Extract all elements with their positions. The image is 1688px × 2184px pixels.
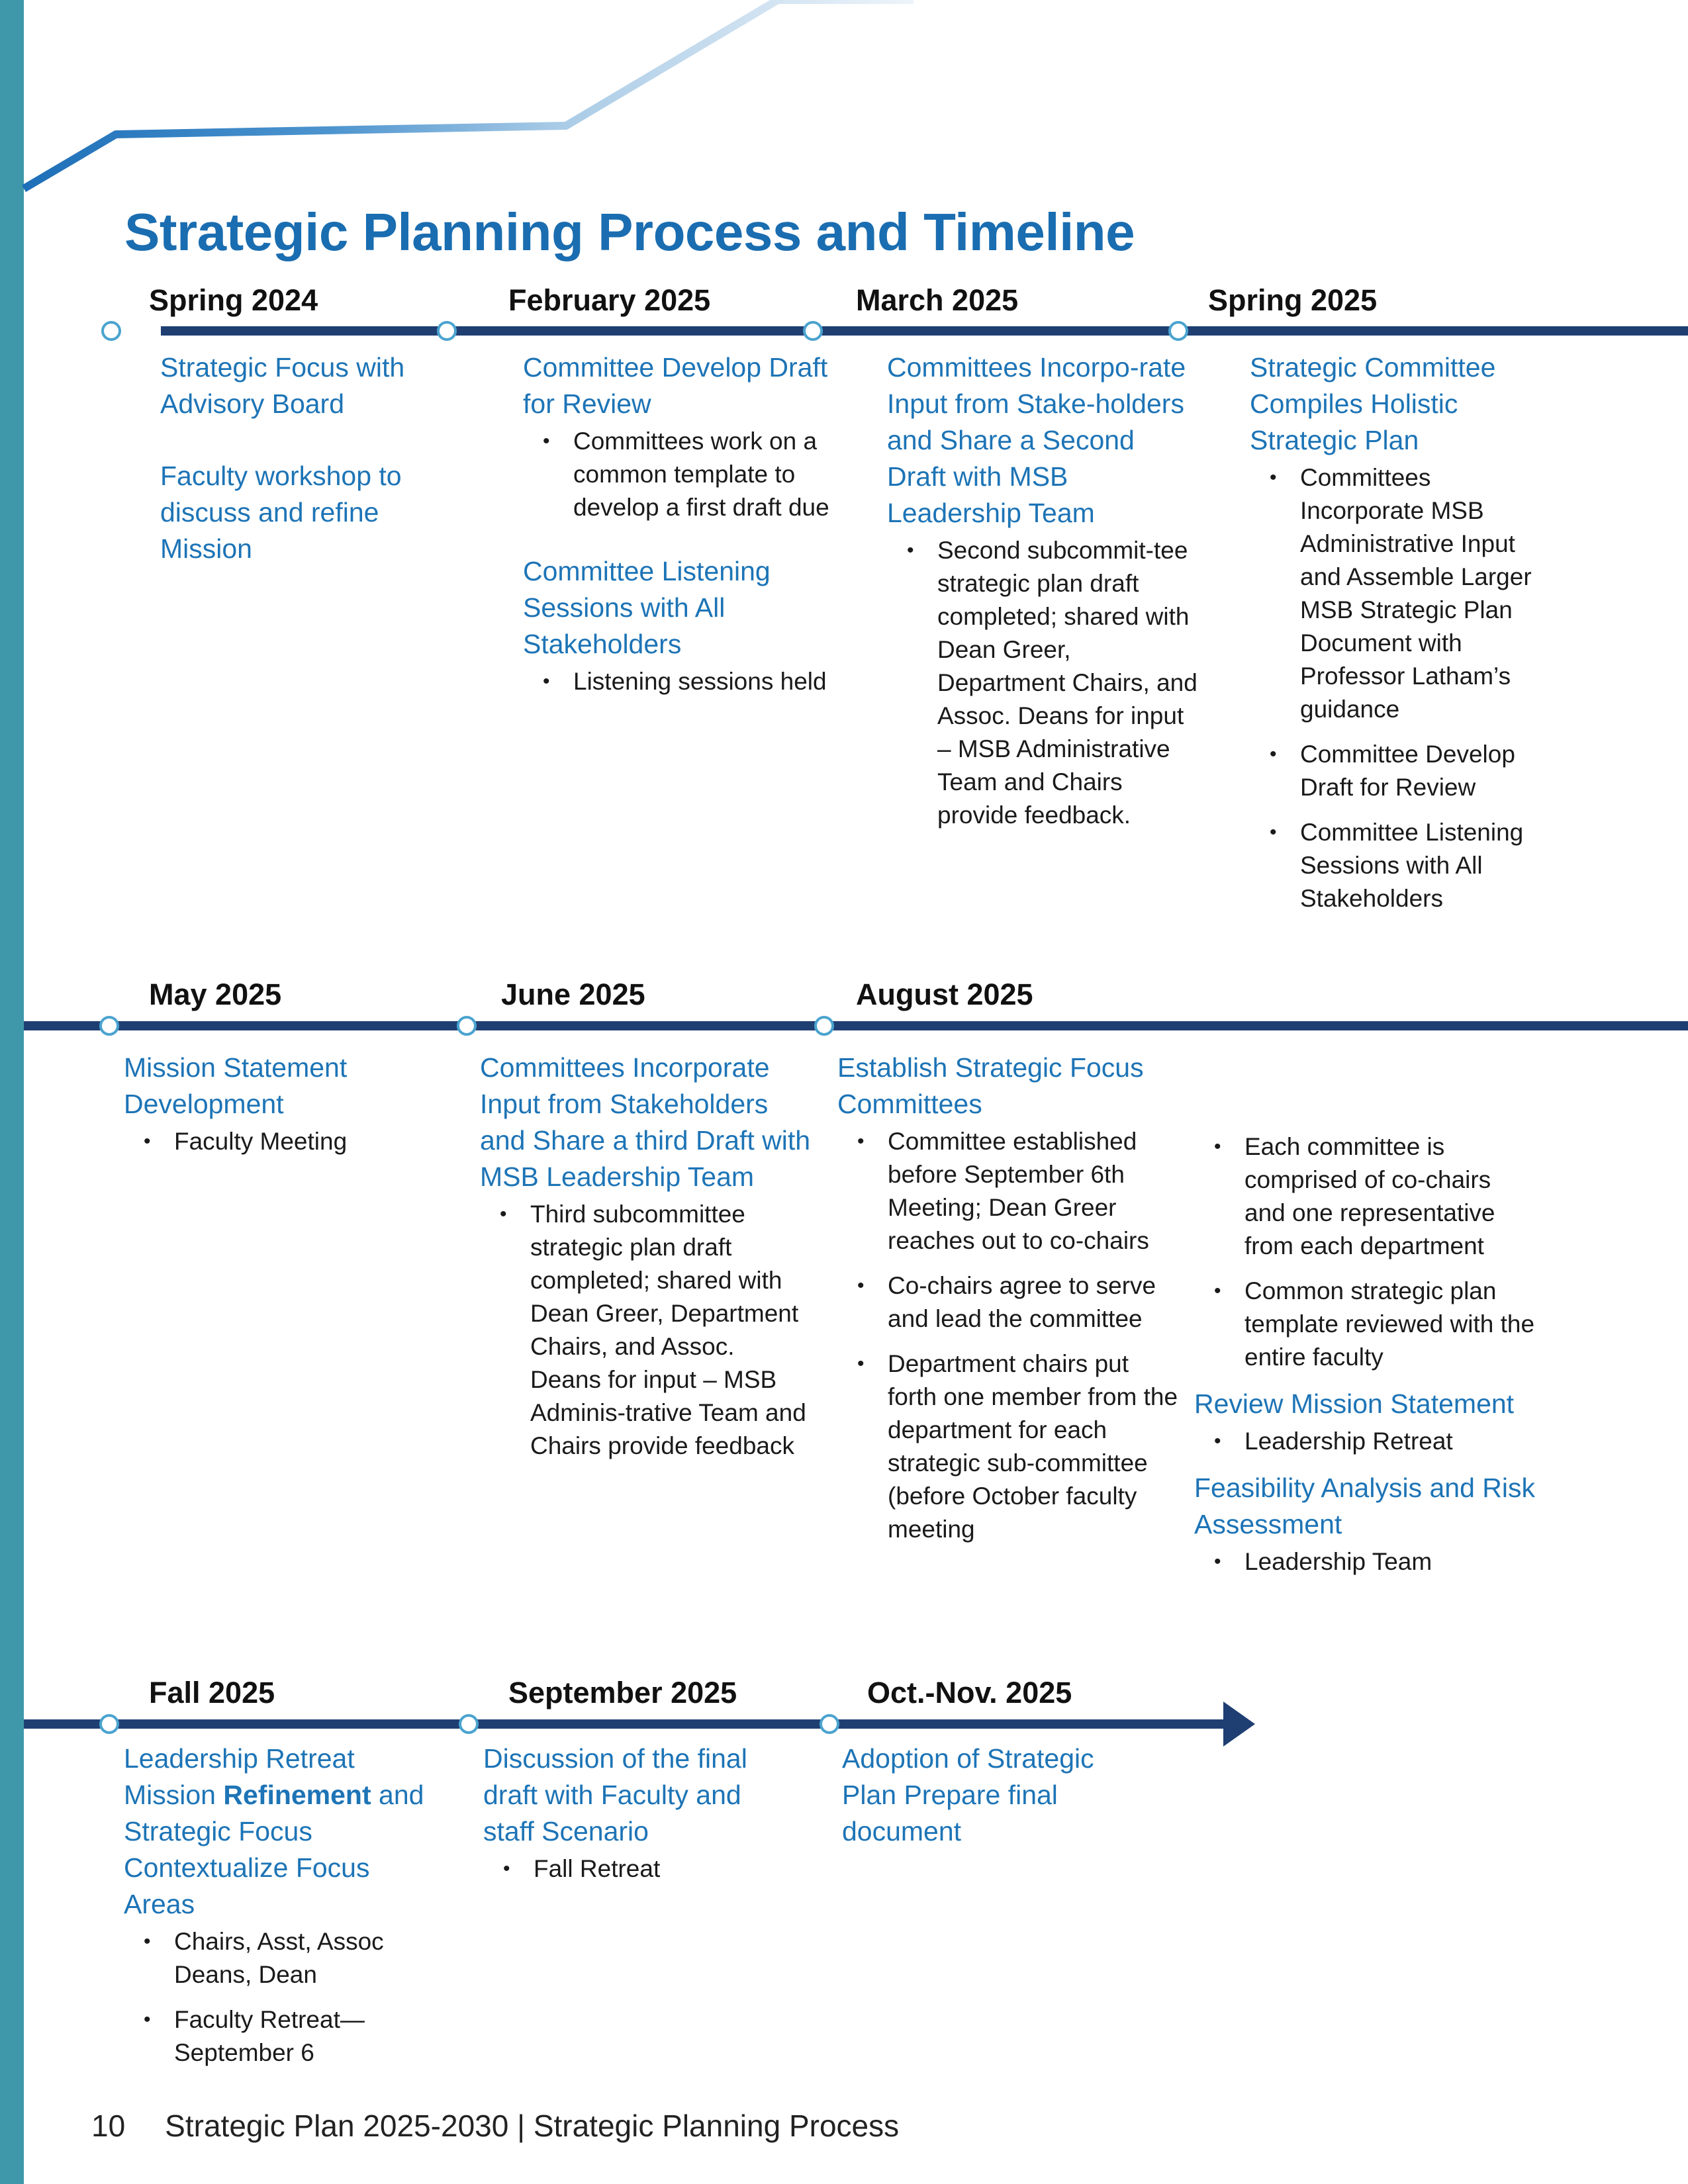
heading-part: and Strategic Focus Contextualize Focus Areas <box>124 1780 424 1919</box>
bullet-item: • Second subcommit-tee strategic plan draft completed; shared with Dean Greer, Department Chairs, and Assoc. Deans for input – MSB Administrative Team and Chairs provide feedback. <box>887 534 1198 832</box>
timeline-date: September 2025 <box>508 1676 737 1709</box>
timeline-node <box>459 1714 479 1734</box>
timeline-entry <box>1194 1128 1538 1590</box>
bullet-item: • Fall Retreat <box>483 1852 794 1886</box>
bullet-list <box>837 1125 1182 1546</box>
timeline-entry <box>837 1050 1182 1558</box>
timeline-entry <box>523 349 834 710</box>
heading-bold-part: Refinement <box>223 1780 371 1810</box>
bullet-item: • Common strategic plan template reviewed with the entire faculty <box>1194 1275 1538 1374</box>
timeline-date: May 2025 <box>149 978 282 1011</box>
milestone-heading: Strategic Focus with Advisory Board <box>160 352 405 419</box>
timeline-date: August 2025 <box>856 978 1033 1011</box>
bullet-item: • Committee established before September 6th Meeting; Dean Greer reaches out to co-chairs <box>837 1125 1182 1257</box>
milestone-heading: Committee Listening Sessions with All Stakeholders <box>523 556 771 659</box>
timeline-entry <box>887 349 1198 844</box>
timeline-date: June 2025 <box>501 978 645 1011</box>
bullet-item: • Department chairs put forth one member from the department for each strategic sub-committee (before October faculty meeting <box>837 1347 1182 1546</box>
bullet-item: • Chairs, Asst, Assoc Deans, Dean <box>124 1925 435 1991</box>
timeline-date: Oct.-Nov. 2025 <box>867 1676 1072 1709</box>
milestone-heading: Feasibility Analysis and Risk Assessment <box>1194 1473 1535 1539</box>
bullet-item: • Each committee is comprised of co-chairs and one representative from each department <box>1194 1130 1538 1263</box>
heading-part: Leadership Retreat Mission <box>124 1743 355 1810</box>
bullet-item: • Committee Develop Draft for Review <box>1250 738 1561 804</box>
timeline-entry <box>160 349 451 567</box>
milestone-heading: Review Mission Statement <box>1194 1388 1515 1419</box>
bullet-item: • Committee Listening Sessions with All Stakeholders <box>1250 816 1561 915</box>
milestone-heading: Committee Develop Draft for Review <box>523 352 828 419</box>
bullet-item: • Committees Incorporate MSB Administrative Input and Assemble Larger MSB Strategic Plan Document with Professor Latham’s guidance <box>1250 461 1561 726</box>
bullet-list <box>523 425 834 524</box>
timeline-date: March 2025 <box>856 283 1019 317</box>
timeline-date: February 2025 <box>508 283 711 317</box>
timeline-node <box>814 1016 834 1036</box>
timeline-entry <box>842 1741 1153 1850</box>
bullet-item: • Committees work on a common template to develop a first draft due <box>523 425 834 524</box>
bullet-list <box>124 1125 435 1158</box>
milestone-heading: Establish Strategic Focus Committees <box>837 1052 1144 1119</box>
timeline-node <box>437 321 457 341</box>
bullet-list <box>480 1198 811 1463</box>
bullet-list <box>523 665 834 698</box>
milestone-heading: Committees Incorporate Input from Stakeholders and Share a third Draft with MSB Leadership Team <box>480 1052 811 1192</box>
timeline-node <box>99 1016 119 1036</box>
bullet-item: • Leadership Retreat <box>1194 1425 1538 1458</box>
bullet-item: • Listening sessions held <box>523 665 834 698</box>
timeline-entry <box>1250 349 1561 927</box>
timeline-entry <box>124 1741 435 2081</box>
bullet-item: • Third subcommittee strategic plan draft completed; shared with Dean Greer, Department Chairs, and Assoc. Deans for input – MSB Adminis-trative Team and Chairs provide feedback <box>480 1198 811 1463</box>
timeline-node-start <box>101 321 121 341</box>
timeline-date: Spring 2024 <box>149 283 318 317</box>
bullet-item: • Faculty Retreat— September 6 <box>124 2003 435 2070</box>
page-title: Strategic Planning Process and Timeline <box>124 203 1135 261</box>
timeline-entry <box>480 1050 811 1475</box>
timeline-node <box>803 321 823 341</box>
bullet-list <box>1194 1545 1538 1578</box>
timeline-line-row-1 <box>161 326 1688 336</box>
milestone-heading: Committees Incorpo-rate Input from Stake-holders and Share a Second Draft with MSB Leadership Team <box>887 352 1186 528</box>
milestone-heading: Mission Statement Development <box>124 1052 348 1119</box>
bullet-list <box>483 1852 794 1886</box>
milestone-heading <box>124 1741 435 1923</box>
timeline-end-arrow-icon <box>1223 1702 1255 1747</box>
page-number: 10 <box>91 2109 126 2143</box>
bullet-list <box>887 534 1198 832</box>
milestone-heading: Discussion of the final draft with Faculty and staff Scenario <box>483 1743 747 1846</box>
timeline-node <box>1168 321 1188 341</box>
left-accent-bar <box>0 0 24 2184</box>
timeline-date: Fall 2025 <box>149 1676 275 1709</box>
bullet-list <box>124 1925 435 2070</box>
timeline-line-row-3 <box>24 1719 1239 1729</box>
timeline-node <box>99 1714 119 1734</box>
bullet-list <box>1194 1130 1538 1374</box>
bullet-list <box>1250 461 1561 915</box>
bullet-item: • Co-chairs agree to serve and lead the committee <box>837 1269 1182 1336</box>
bullet-item: • Faculty Meeting <box>124 1125 435 1158</box>
decorative-header-line <box>0 0 1688 199</box>
timeline-entry <box>483 1741 794 1897</box>
footer-text: Strategic Plan 2025-2030 | Strategic Planning Process <box>165 2109 900 2143</box>
page-footer <box>91 2108 899 2144</box>
milestone-heading: Strategic Committee Compiles Holistic Strategic Plan <box>1250 352 1496 455</box>
bullet-item: • Leadership Team <box>1194 1545 1538 1578</box>
timeline-node <box>457 1016 477 1036</box>
timeline-node <box>820 1714 839 1734</box>
bullet-list <box>1194 1425 1538 1458</box>
timeline-entry <box>124 1050 435 1170</box>
timeline-line-row-2 <box>24 1021 1688 1030</box>
milestone-heading: Adoption of Strategic Plan Prepare final document <box>842 1743 1094 1846</box>
milestone-heading: Faculty workshop to discuss and refine Mission <box>160 461 402 564</box>
timeline-date: Spring 2025 <box>1208 283 1378 317</box>
